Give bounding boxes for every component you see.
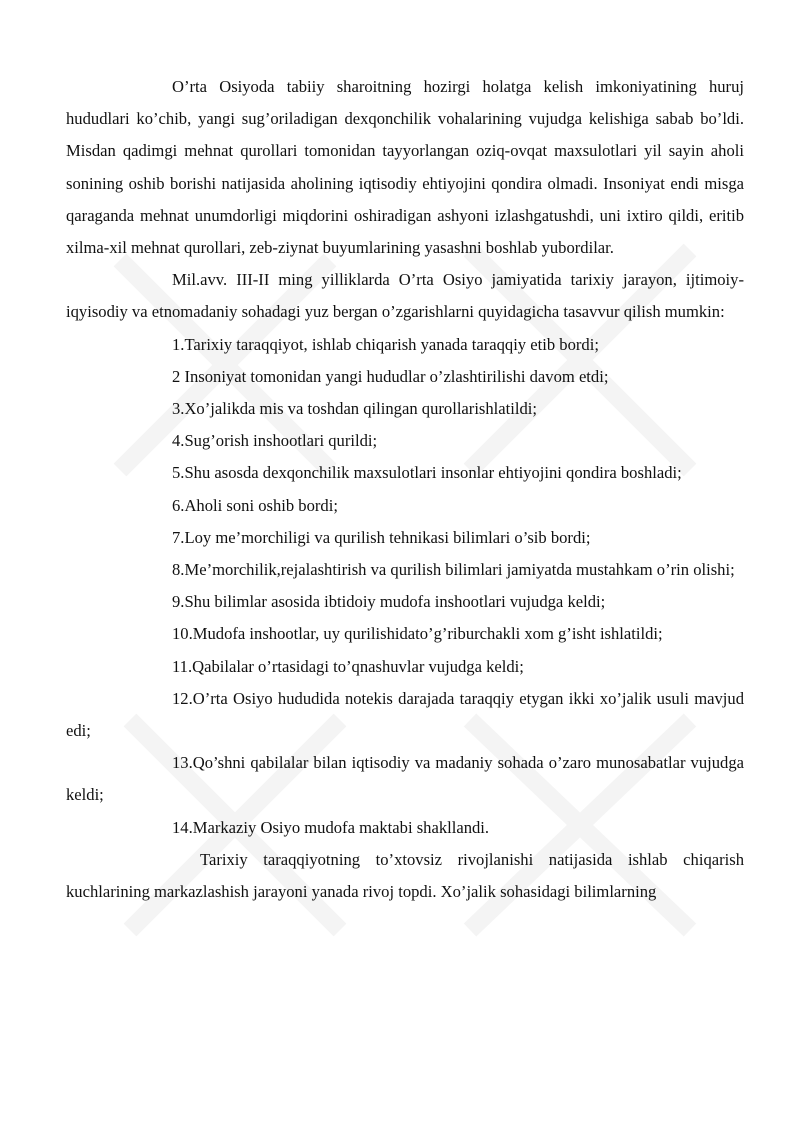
- list-item: 12.O’rta Osiyo hududida notekis darajada taraqqiy etygan ikki xo’jalik usuli mavjud edi;: [66, 688, 744, 741]
- list-item: 5.Shu asosda dexqonchilik maxsulotlari insonlar ehtiyojini qondira boshladi;: [172, 463, 682, 483]
- list-item: 3.Xo’jalikda mis va toshdan qilingan qurollarishlatildi;: [172, 399, 538, 419]
- list-item: 6.Aholi soni oshib bordi;: [172, 495, 338, 515]
- list-item: 7.Loy me’morchiligi va qurilish tehnikasi bilimlari o’sib bordi;: [172, 527, 591, 547]
- paragraph-1: O’rta Osiyoda tabiiy sharoitning hozirgi holatga kelish imkoniyatining huruj hududlari ko’chib, yangi sug’oriladigan dexqonchilik vohalarining vujudga kelishiga sabab bo’ldi. Misdan qadimgi mehnat qurollari tomonidan tayyorlangan oziq-ovqat maxsulotlari yil sayin aholi sonining oshib borishi natijasida aholining iqtisodiy ehtiyojini qondira olmadi. Insoniyat endi misga qaraganda mehnat unumdorligi miqdorini oshiradigan ashyoni izlashgatushdi, uni ixtiro qildi, eritib xilma-xil mehnat qurollari, zeb-ziynat buyumlarining yasashni boshlab yubordilar.: [66, 77, 744, 258]
- list-item: 10.Mudofa inshootlar, uy qurilishidato’g’riburchakli xom g’isht ishlatildi;: [172, 624, 663, 644]
- list-item: 11.Qabilalar o’rtasidagi to’qnashuvlar vujudga keldi;: [172, 656, 524, 676]
- list-item: 1.Tarixiy taraqqiyot, ishlab chiqarish yanada taraqqiy etib bordi;: [172, 334, 599, 354]
- paragraph-3: Tarixiy taraqqiyotning to’xtovsiz rivojlanishi natijasida ishlab chiqarish kuchlarining markazlashish jarayoni yanada rivoj topdi. Xo’jalik sohasidagi bilimlarning: [66, 849, 744, 902]
- list-item: 2 Insoniyat tomonidan yangi hududlar o’zlashtirilishi davom etdi;: [172, 366, 609, 386]
- list-item: 4.Sug’orish inshootlari qurildi;: [172, 431, 378, 451]
- list-item: 9.Shu bilimlar asosida ibtidoiy mudofa inshootlari vujudga keldi;: [172, 592, 606, 612]
- list-item: 8.Me’morchilik,rejalashtirish va qurilish bilimlari jamiyatda mustahkam o’rin olishi;: [172, 560, 735, 580]
- document-body: [66, 71, 744, 908]
- list-item: 14.Markaziy Osiyo mudofa maktabi shakllandi.: [172, 817, 490, 837]
- paragraph-2: Mil.avv. III-II ming yilliklarda O’rta Osiyo jamiyatida tarixiy jarayon, ijtimoiy-iqyisodiy va etnomadaniy sohadagi yuz bergan o’zgarishlarni quyidagicha tasavvur qilish mumkin:: [66, 270, 744, 322]
- list-item: 13.Qo’shni qabilalar bilan iqtisodiy va madaniy sohada o’zaro munosabatlar vujudga keldi;: [66, 753, 744, 805]
